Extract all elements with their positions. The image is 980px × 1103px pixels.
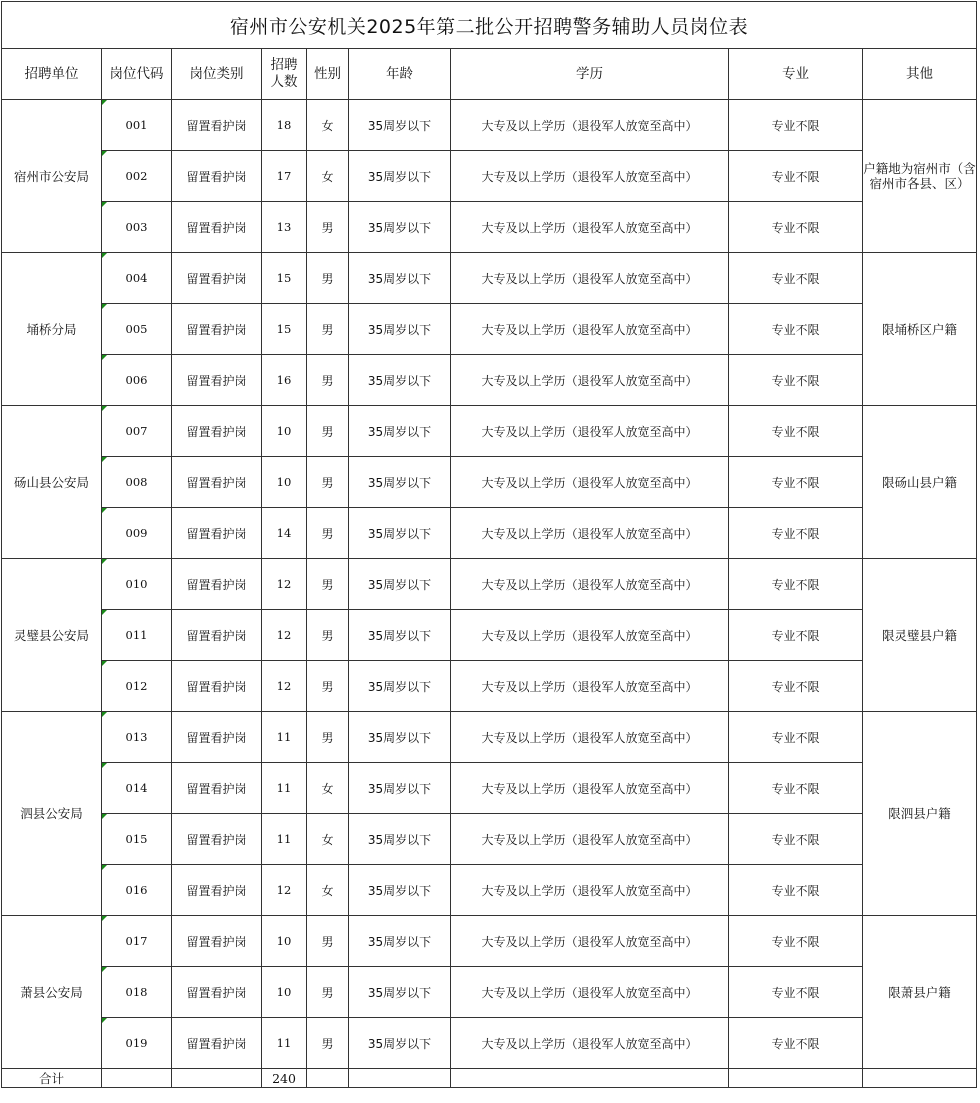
post-category: 留置看护岗 bbox=[172, 712, 262, 763]
major-requirement: 专业不限 bbox=[729, 661, 863, 712]
education-requirement: 大专及以上学历（退役军人放宽至高中） bbox=[451, 253, 729, 304]
table-row bbox=[2, 967, 977, 1018]
age-requirement: 35周岁以下 bbox=[349, 763, 451, 814]
education-requirement: 大专及以上学历（退役军人放宽至高中） bbox=[451, 355, 729, 406]
major-requirement: 专业不限 bbox=[729, 916, 863, 967]
post-category: 留置看护岗 bbox=[172, 304, 262, 355]
age-requirement: 35周岁以下 bbox=[349, 967, 451, 1018]
post-category: 留置看护岗 bbox=[172, 406, 262, 457]
other-requirement: 限泗县户籍 bbox=[863, 712, 977, 916]
age-requirement: 35周岁以下 bbox=[349, 100, 451, 151]
recruiting-unit: 泗县公安局 bbox=[2, 712, 102, 916]
post-category: 留置看护岗 bbox=[172, 457, 262, 508]
age-requirement: 35周岁以下 bbox=[349, 1018, 451, 1069]
header-major: 专业 bbox=[729, 49, 863, 100]
post-code: 016 bbox=[102, 865, 172, 916]
recruit-count: 10 bbox=[262, 967, 307, 1018]
post-category: 留置看护岗 bbox=[172, 610, 262, 661]
table-row bbox=[2, 763, 977, 814]
post-code: 013 bbox=[102, 712, 172, 763]
gender: 女 bbox=[307, 814, 349, 865]
education-requirement: 大专及以上学历（退役军人放宽至高中） bbox=[451, 610, 729, 661]
gender: 男 bbox=[307, 457, 349, 508]
recruit-count: 11 bbox=[262, 814, 307, 865]
age-requirement: 35周岁以下 bbox=[349, 355, 451, 406]
recruit-count: 12 bbox=[262, 610, 307, 661]
post-category: 留置看护岗 bbox=[172, 967, 262, 1018]
table-row bbox=[2, 814, 977, 865]
header-gender: 性别 bbox=[307, 49, 349, 100]
major-requirement: 专业不限 bbox=[729, 355, 863, 406]
table-row bbox=[2, 559, 977, 610]
table-row bbox=[2, 406, 977, 457]
post-code: 014 bbox=[102, 763, 172, 814]
age-requirement: 35周岁以下 bbox=[349, 304, 451, 355]
post-category: 留置看护岗 bbox=[172, 865, 262, 916]
education-requirement: 大专及以上学历（退役军人放宽至高中） bbox=[451, 457, 729, 508]
post-code: 011 bbox=[102, 610, 172, 661]
post-category: 留置看护岗 bbox=[172, 814, 262, 865]
other-requirement: 限埇桥区户籍 bbox=[863, 253, 977, 406]
post-code: 005 bbox=[102, 304, 172, 355]
header-code: 岗位代码 bbox=[102, 49, 172, 100]
education-requirement: 大专及以上学历（退役军人放宽至高中） bbox=[451, 661, 729, 712]
recruit-count: 14 bbox=[262, 508, 307, 559]
major-requirement: 专业不限 bbox=[729, 610, 863, 661]
education-requirement: 大专及以上学历（退役军人放宽至高中） bbox=[451, 100, 729, 151]
major-requirement: 专业不限 bbox=[729, 100, 863, 151]
major-requirement: 专业不限 bbox=[729, 763, 863, 814]
education-requirement: 大专及以上学历（退役军人放宽至高中） bbox=[451, 1018, 729, 1069]
post-category: 留置看护岗 bbox=[172, 1018, 262, 1069]
gender: 男 bbox=[307, 916, 349, 967]
age-requirement: 35周岁以下 bbox=[349, 253, 451, 304]
major-requirement: 专业不限 bbox=[729, 1018, 863, 1069]
gender: 男 bbox=[307, 967, 349, 1018]
recruit-count: 15 bbox=[262, 304, 307, 355]
age-requirement: 35周岁以下 bbox=[349, 151, 451, 202]
age-requirement: 35周岁以下 bbox=[349, 202, 451, 253]
education-requirement: 大专及以上学历（退役军人放宽至高中） bbox=[451, 406, 729, 457]
age-requirement: 35周岁以下 bbox=[349, 865, 451, 916]
post-category: 留置看护岗 bbox=[172, 661, 262, 712]
total-empty bbox=[863, 1069, 977, 1088]
table-row bbox=[2, 712, 977, 763]
gender: 男 bbox=[307, 304, 349, 355]
recruit-count: 17 bbox=[262, 151, 307, 202]
gender: 男 bbox=[307, 508, 349, 559]
major-requirement: 专业不限 bbox=[729, 406, 863, 457]
major-requirement: 专业不限 bbox=[729, 712, 863, 763]
table-row bbox=[2, 1018, 977, 1069]
recruiting-unit: 灵璧县公安局 bbox=[2, 559, 102, 712]
header-count: 招聘人数 bbox=[262, 49, 307, 100]
recruit-count: 18 bbox=[262, 100, 307, 151]
age-requirement: 35周岁以下 bbox=[349, 712, 451, 763]
gender: 男 bbox=[307, 661, 349, 712]
total-empty bbox=[729, 1069, 863, 1088]
total-count: 240 bbox=[262, 1069, 307, 1088]
gender: 男 bbox=[307, 406, 349, 457]
education-requirement: 大专及以上学历（退役军人放宽至高中） bbox=[451, 712, 729, 763]
total-empty bbox=[451, 1069, 729, 1088]
major-requirement: 专业不限 bbox=[729, 304, 863, 355]
education-requirement: 大专及以上学历（退役军人放宽至高中） bbox=[451, 763, 729, 814]
post-category: 留置看护岗 bbox=[172, 100, 262, 151]
table-row bbox=[2, 304, 977, 355]
recruiting-unit: 萧县公安局 bbox=[2, 916, 102, 1069]
age-requirement: 35周岁以下 bbox=[349, 916, 451, 967]
post-code: 004 bbox=[102, 253, 172, 304]
post-category: 留置看护岗 bbox=[172, 253, 262, 304]
recruit-count: 11 bbox=[262, 763, 307, 814]
recruit-count: 15 bbox=[262, 253, 307, 304]
post-code: 010 bbox=[102, 559, 172, 610]
table-row bbox=[2, 457, 977, 508]
post-code: 003 bbox=[102, 202, 172, 253]
table-row bbox=[2, 151, 977, 202]
major-requirement: 专业不限 bbox=[729, 457, 863, 508]
gender: 女 bbox=[307, 763, 349, 814]
education-requirement: 大专及以上学历（退役军人放宽至高中） bbox=[451, 814, 729, 865]
total-empty bbox=[307, 1069, 349, 1088]
gender: 女 bbox=[307, 865, 349, 916]
recruit-count: 11 bbox=[262, 1018, 307, 1069]
post-category: 留置看护岗 bbox=[172, 508, 262, 559]
post-code: 017 bbox=[102, 916, 172, 967]
page-title: 宿州市公安机关2025年第二批公开招聘警务辅助人员岗位表 bbox=[2, 2, 977, 49]
education-requirement: 大专及以上学历（退役军人放宽至高中） bbox=[451, 202, 729, 253]
table-row bbox=[2, 865, 977, 916]
header-category: 岗位类别 bbox=[172, 49, 262, 100]
post-category: 留置看护岗 bbox=[172, 559, 262, 610]
header-row bbox=[2, 49, 977, 100]
recruiting-unit: 砀山县公安局 bbox=[2, 406, 102, 559]
total-empty bbox=[172, 1069, 262, 1088]
recruit-count: 16 bbox=[262, 355, 307, 406]
gender: 女 bbox=[307, 151, 349, 202]
age-requirement: 35周岁以下 bbox=[349, 661, 451, 712]
gender: 女 bbox=[307, 100, 349, 151]
education-requirement: 大专及以上学历（退役军人放宽至高中） bbox=[451, 865, 729, 916]
post-category: 留置看护岗 bbox=[172, 916, 262, 967]
table-row bbox=[2, 253, 977, 304]
total-empty bbox=[102, 1069, 172, 1088]
post-code: 018 bbox=[102, 967, 172, 1018]
other-requirement: 限萧县户籍 bbox=[863, 916, 977, 1069]
age-requirement: 35周岁以下 bbox=[349, 508, 451, 559]
table-row bbox=[2, 100, 977, 151]
education-requirement: 大专及以上学历（退役军人放宽至高中） bbox=[451, 967, 729, 1018]
post-code: 019 bbox=[102, 1018, 172, 1069]
post-code: 012 bbox=[102, 661, 172, 712]
major-requirement: 专业不限 bbox=[729, 559, 863, 610]
major-requirement: 专业不限 bbox=[729, 151, 863, 202]
age-requirement: 35周岁以下 bbox=[349, 814, 451, 865]
major-requirement: 专业不限 bbox=[729, 814, 863, 865]
gender: 男 bbox=[307, 1018, 349, 1069]
age-requirement: 35周岁以下 bbox=[349, 457, 451, 508]
age-requirement: 35周岁以下 bbox=[349, 406, 451, 457]
gender: 男 bbox=[307, 610, 349, 661]
post-category: 留置看护岗 bbox=[172, 763, 262, 814]
post-code: 001 bbox=[102, 100, 172, 151]
recruiting-unit: 埇桥分局 bbox=[2, 253, 102, 406]
age-requirement: 35周岁以下 bbox=[349, 610, 451, 661]
age-requirement: 35周岁以下 bbox=[349, 559, 451, 610]
post-code: 006 bbox=[102, 355, 172, 406]
major-requirement: 专业不限 bbox=[729, 253, 863, 304]
header-other: 其他 bbox=[863, 49, 977, 100]
education-requirement: 大专及以上学历（退役军人放宽至高中） bbox=[451, 508, 729, 559]
total-row bbox=[2, 1069, 977, 1088]
post-category: 留置看护岗 bbox=[172, 202, 262, 253]
recruit-count: 11 bbox=[262, 712, 307, 763]
gender: 男 bbox=[307, 355, 349, 406]
other-requirement: 户籍地为宿州市（含宿州市各县、区） bbox=[863, 100, 977, 253]
major-requirement: 专业不限 bbox=[729, 967, 863, 1018]
post-category: 留置看护岗 bbox=[172, 151, 262, 202]
table-row bbox=[2, 202, 977, 253]
major-requirement: 专业不限 bbox=[729, 508, 863, 559]
recruiting-unit: 宿州市公安局 bbox=[2, 100, 102, 253]
education-requirement: 大专及以上学历（退役军人放宽至高中） bbox=[451, 151, 729, 202]
table-row bbox=[2, 508, 977, 559]
education-requirement: 大专及以上学历（退役军人放宽至高中） bbox=[451, 304, 729, 355]
post-category: 留置看护岗 bbox=[172, 355, 262, 406]
table-row bbox=[2, 661, 977, 712]
recruit-count: 10 bbox=[262, 916, 307, 967]
gender: 男 bbox=[307, 202, 349, 253]
table-row bbox=[2, 610, 977, 661]
recruit-count: 10 bbox=[262, 457, 307, 508]
gender: 男 bbox=[307, 559, 349, 610]
major-requirement: 专业不限 bbox=[729, 865, 863, 916]
total-empty bbox=[349, 1069, 451, 1088]
post-code: 007 bbox=[102, 406, 172, 457]
education-requirement: 大专及以上学历（退役军人放宽至高中） bbox=[451, 916, 729, 967]
post-code: 002 bbox=[102, 151, 172, 202]
major-requirement: 专业不限 bbox=[729, 202, 863, 253]
recruitment-table bbox=[1, 1, 977, 1088]
post-code: 009 bbox=[102, 508, 172, 559]
gender: 男 bbox=[307, 712, 349, 763]
table-row bbox=[2, 916, 977, 967]
other-requirement: 限砀山县户籍 bbox=[863, 406, 977, 559]
header-unit: 招聘单位 bbox=[2, 49, 102, 100]
recruit-count: 13 bbox=[262, 202, 307, 253]
recruit-count: 12 bbox=[262, 559, 307, 610]
total-label: 合计 bbox=[2, 1069, 102, 1088]
recruit-count: 10 bbox=[262, 406, 307, 457]
education-requirement: 大专及以上学历（退役军人放宽至高中） bbox=[451, 559, 729, 610]
post-code: 015 bbox=[102, 814, 172, 865]
recruit-count: 12 bbox=[262, 865, 307, 916]
post-code: 008 bbox=[102, 457, 172, 508]
header-age: 年龄 bbox=[349, 49, 451, 100]
header-education: 学历 bbox=[451, 49, 729, 100]
recruit-count: 12 bbox=[262, 661, 307, 712]
table-row bbox=[2, 355, 977, 406]
gender: 男 bbox=[307, 253, 349, 304]
other-requirement: 限灵璧县户籍 bbox=[863, 559, 977, 712]
